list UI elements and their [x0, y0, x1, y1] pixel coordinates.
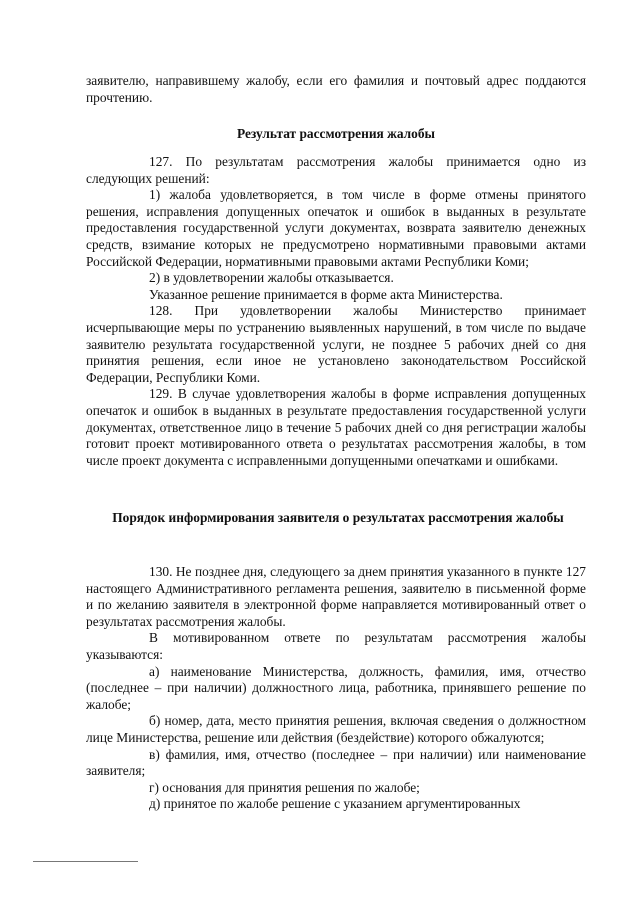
paragraph-127-intro: 127. По результатам рассмотрения жалобы принимается одно из следующих решений:: [86, 154, 586, 186]
text-block-top: [86, 73, 586, 106]
footnote-divider: [33, 861, 138, 862]
list-item-v: в) фамилия, имя, отчество (последнее – при наличии) или наименование заявителя;: [86, 746, 586, 779]
list-item-d: д) принятое по жалобе решение с указанием аргументированных: [149, 796, 521, 812]
text-block-130: [86, 564, 586, 813]
paragraph-130-motivated: В мотивированном ответе по результатам рассмотрения жалобы указываются:: [86, 630, 586, 662]
heading-result: Результат рассмотрения жалобы: [236, 126, 436, 141]
paragraph-top-fragment: заявителю, направившему жалобу, если его фамилия и почтовый адрес поддаются прочтению.: [86, 73, 586, 105]
list-item-b: б) номер, дата, место принятия решения, включая сведения о должностном лице Министерства, решение или действия (бездействие) которого обжалуются;: [86, 713, 586, 745]
paragraph-129: 129. В случае удовлетворения жалобы в форме исправления допущенных опечаток и ошибок в выданных в результате предоставления государственной услуги документах, ответственное лицо в течение 5 рабочих дней со дня регистрации жалобы готовит проект мотивированного ответа о результатах рассмотрения жалобы, в том числе проект документа с исправленными допущенными опечатками и ошибками.: [86, 386, 586, 468]
heading-inform: Порядок информирования заявителя о результатах рассмотрения жалобы: [112, 510, 564, 525]
paragraph-127-item-1: 1) жалоба удовлетворяется, в том числе в форме отмены принятого решения, исправления допущенных опечаток и ошибок в выданных в результате предоставления государственной услуги документах, возврата заявителю денежных средств, взимание которых не предусмотрено нормативными правовыми актами Российской Федерации, нормативными правовыми актами Республики Коми;: [86, 187, 586, 269]
paragraph-130: 130. Не позднее дня, следующего за днем принятия указанного в пункте 127 настоящего Административного регламента решения, заявителю в письменной форме и по желанию заявителя в электронной форме направляется мотивированный ответ о результатах рассмотрения жалобы.: [86, 564, 586, 629]
list-item-g: г) основания для принятия решения по жалобе;: [149, 779, 420, 795]
paragraph-127-decision: Указанное решение принимается в форме акта Министерства.: [149, 286, 503, 302]
section-result: [86, 126, 586, 143]
list-item-a: а) наименование Министерства, должность, фамилия, имя, отчество (последнее – при наличии) должностного лица, работника, принявшего решение по жалобе;: [86, 663, 586, 712]
paragraph-127-item-2: 2) в удовлетворении жалобы отказывается.: [149, 270, 394, 286]
paragraph-128: 128. При удовлетворении жалобы Министерство принимает исчерпывающие меры по устранению выявленных нарушений, в том числе по выдаче заявителю результата государственной услуги, не позднее 5 рабочих дней со дня принятия решения, если иное не установлено законодательством Российской Федерации, Республики Коми.: [86, 303, 586, 385]
text-block-127-129: [86, 154, 586, 469]
section-inform: [96, 510, 580, 527]
